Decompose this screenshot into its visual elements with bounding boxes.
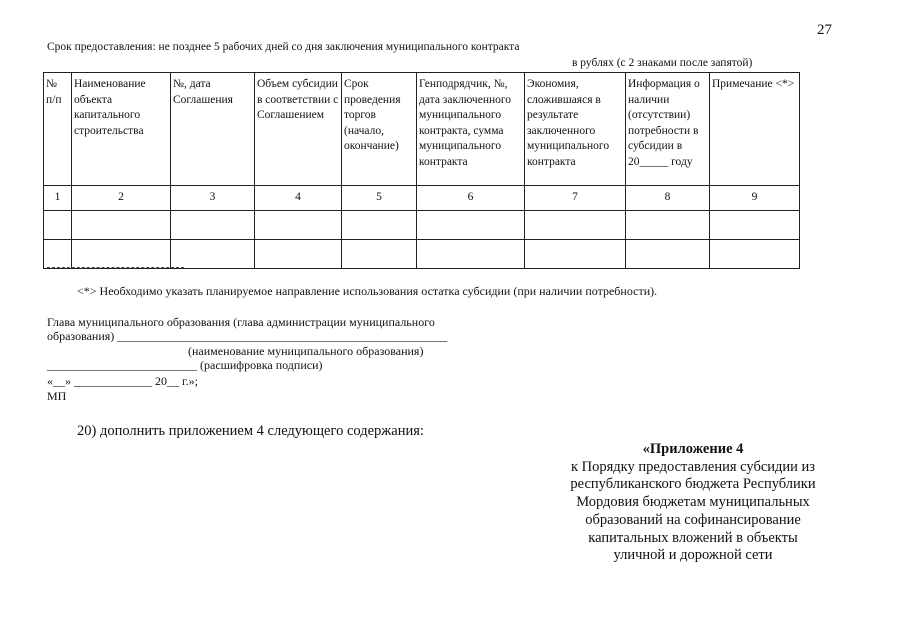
table-cell xyxy=(525,211,626,240)
table-cell xyxy=(417,211,525,240)
page-number: 27 xyxy=(817,22,832,38)
header-cell: Примечание <*> xyxy=(710,73,800,186)
header-cell: Объем субсидии в соответствии с Соглашением xyxy=(255,73,342,186)
table-header-row xyxy=(44,73,800,186)
table-cell xyxy=(710,240,800,269)
header-cell: № п/п xyxy=(44,73,72,186)
header-cell: Срок проведения торгов (начало, окончание) xyxy=(342,73,417,186)
appendix-heading xyxy=(563,441,823,565)
table-cell xyxy=(72,211,171,240)
appendix-line: республиканского бюджета Республики xyxy=(570,476,816,493)
appendix-title: «Приложение 4 xyxy=(642,441,744,457)
table-cell xyxy=(72,240,171,269)
table-row xyxy=(44,211,800,240)
table-cell xyxy=(626,211,710,240)
amendment-text: 20) дополнить приложением 4 следующего содержания: xyxy=(77,423,424,439)
header-cell: Наименование объекта капитального строительства xyxy=(72,73,171,186)
header-cell: №, дата Соглашения xyxy=(171,73,255,186)
header-cell: Генподрядчик, №, дата заключенного муниципального контракта, сумма муниципального контракта xyxy=(417,73,525,186)
table-row xyxy=(44,240,800,269)
signature-line-2: образования) _______________________________________________________ xyxy=(47,329,448,343)
table-cell xyxy=(342,240,417,269)
column-number: 1 xyxy=(44,186,72,211)
column-number: 5 xyxy=(342,186,417,211)
appendix-line: образований на софинансирование xyxy=(585,511,801,528)
appendix-line: Мордовия бюджетам муниципальных xyxy=(576,494,810,511)
table-cell xyxy=(171,240,255,269)
stamp-placeholder: МП xyxy=(47,389,67,403)
signature-line-4: _________________________ (расшифровка подписи) xyxy=(47,358,323,372)
deadline-text: Срок предоставления: не позднее 5 рабочих дней со дня заключения муниципального контракта xyxy=(47,41,520,53)
table-cell xyxy=(44,240,72,269)
appendix-line: уличной и дорожной сети xyxy=(613,547,773,564)
table-cell xyxy=(255,211,342,240)
signature-line-1: Глава муниципального образования (глава администрации муниципального xyxy=(47,315,435,329)
appendix-line: к Порядку предоставления субсидии из xyxy=(570,458,816,475)
appendix-line: капитальных вложений в объекты xyxy=(588,529,798,546)
column-number: 3 xyxy=(171,186,255,211)
column-number: 6 xyxy=(417,186,525,211)
units-text: в рублях (с 2 знаками после запятой) xyxy=(572,57,753,69)
column-number: 9 xyxy=(710,186,800,211)
table-cell xyxy=(525,240,626,269)
table-cell xyxy=(255,240,342,269)
table-cell xyxy=(44,211,72,240)
table-cell xyxy=(342,211,417,240)
signature-date-line: «__» _____________ 20__ г.»; xyxy=(47,374,198,388)
report-table xyxy=(43,72,800,269)
table-cell xyxy=(417,240,525,269)
header-cell: Информация о наличии (отсутствии) потребности в субсидии в 20_____ году xyxy=(626,73,710,186)
header-cell: Экономия, сложившаяся в результате заключенного муниципального контракта xyxy=(525,73,626,186)
column-number: 8 xyxy=(626,186,710,211)
signature-line-3: (наименование муниципального образования) xyxy=(188,344,424,358)
footnote-separator xyxy=(47,267,184,268)
column-number: 4 xyxy=(255,186,342,211)
table-cell xyxy=(710,211,800,240)
table-cell xyxy=(171,211,255,240)
column-number-row xyxy=(44,186,800,211)
column-number: 2 xyxy=(72,186,171,211)
table-cell xyxy=(626,240,710,269)
column-number: 7 xyxy=(525,186,626,211)
footnote: <*> Необходимо указать планируемое направление использования остатка субсидии (при наличии потребности). xyxy=(77,284,658,298)
